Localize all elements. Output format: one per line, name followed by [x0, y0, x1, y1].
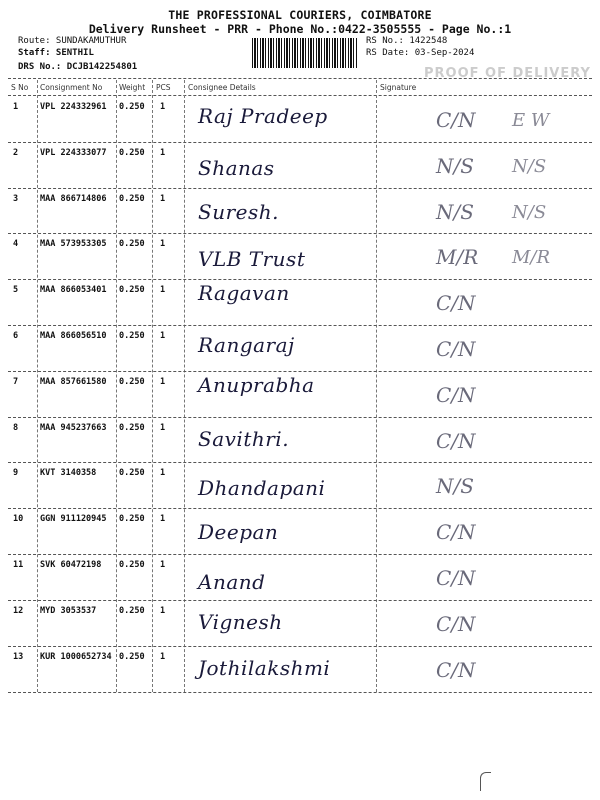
- row-consignment-no: MAA 857661580: [40, 377, 107, 387]
- row-pcs: 1: [160, 194, 166, 204]
- row-weight: 0.250: [119, 239, 145, 249]
- row-signature-mark: N/S: [436, 154, 474, 178]
- page-title: THE PROFESSIONAL COURIERS, COIMBATORE: [168, 8, 432, 22]
- row-signature-mark: C/N: [436, 566, 476, 590]
- row-sno: 10: [13, 514, 24, 524]
- row-consignment-no: GGN 911120945: [40, 514, 107, 524]
- row-divider: [8, 371, 592, 372]
- row-signature-mark: N/S: [436, 200, 474, 224]
- row-weight: 0.250: [119, 468, 145, 478]
- row-divider: [8, 462, 592, 463]
- row-sno: 11: [13, 560, 24, 570]
- row-consignee-handwritten: Deepan: [198, 520, 279, 544]
- col-header-signature: Signature: [380, 83, 417, 92]
- row-consignee-handwritten: Anuprabha: [198, 373, 315, 397]
- row-consignee-handwritten: Shanas: [198, 156, 275, 180]
- row-pcs: 1: [160, 514, 166, 524]
- row-weight: 0.250: [119, 148, 145, 158]
- row-divider: [8, 325, 592, 326]
- row-pcs: 1: [160, 377, 166, 387]
- pen-mark: [480, 772, 491, 791]
- row-divider: [8, 142, 592, 143]
- row-signature-mark: C/N: [436, 383, 476, 407]
- staff-label: Staff: SENTHIL: [18, 48, 94, 58]
- row-pcs: 1: [160, 560, 166, 570]
- row-signature-mark-secondary: N/S: [512, 156, 547, 177]
- row-sno: 8: [13, 423, 19, 433]
- table-bottom-border: [8, 692, 592, 693]
- barcode: [252, 38, 358, 68]
- row-signature-mark-secondary: N/S: [512, 202, 547, 223]
- row-pcs: 1: [160, 468, 166, 478]
- row-sno: 9: [13, 468, 19, 478]
- col-header-consignee: Consignee Details: [188, 83, 256, 92]
- row-consignment-no: VPL 224333077: [40, 148, 107, 158]
- row-divider: [8, 554, 592, 555]
- row-weight: 0.250: [119, 606, 145, 616]
- row-sno: 12: [13, 606, 24, 616]
- row-signature-mark: C/N: [436, 658, 476, 682]
- row-divider: [8, 188, 592, 189]
- col-header-consignment: Consignment No: [40, 83, 103, 92]
- rs-date: RS Date: 03-Sep-2024: [366, 48, 475, 58]
- row-consignment-no: MAA 573953305: [40, 239, 107, 249]
- row-consignee-handwritten: Vignesh: [198, 610, 283, 634]
- row-signature-mark: C/N: [436, 520, 476, 544]
- row-consignee-handwritten: VLB Trust: [198, 247, 306, 271]
- row-sno: 7: [13, 377, 19, 387]
- rs-number: RS No.: 1422548: [366, 36, 448, 46]
- row-consignee-handwritten: Dhandapani: [198, 476, 326, 500]
- row-consignment-no: MAA 866714806: [40, 194, 107, 204]
- row-pcs: 1: [160, 606, 166, 616]
- row-signature-mark: C/N: [436, 291, 476, 315]
- row-pcs: 1: [160, 148, 166, 158]
- row-weight: 0.250: [119, 514, 145, 524]
- row-sno: 2: [13, 148, 19, 158]
- header-divider-top: [8, 78, 592, 79]
- row-pcs: 1: [160, 285, 166, 295]
- page-subtitle: Delivery Runsheet - PRR - Phone No.:0422-3505555 - Page No.:1: [88, 22, 512, 36]
- row-weight: 0.250: [119, 560, 145, 570]
- row-signature-mark: C/N: [436, 612, 476, 636]
- row-weight: 0.250: [119, 194, 145, 204]
- row-signature-mark-secondary: E W: [512, 110, 550, 131]
- row-pcs: 1: [160, 652, 166, 662]
- row-consignee-handwritten: Rangaraj: [198, 333, 295, 357]
- row-divider: [8, 233, 592, 234]
- row-signature-mark: M/R: [436, 245, 479, 269]
- row-signature-mark: N/S: [436, 474, 474, 498]
- row-weight: 0.250: [119, 652, 145, 662]
- row-consignee-handwritten: Jothilakshmi: [198, 656, 331, 680]
- row-consignment-no: MYD 3053537: [40, 606, 97, 616]
- row-sno: 1: [13, 102, 19, 112]
- row-consignment-no: MAA 866056510: [40, 331, 107, 341]
- row-consignment-no: KVT 3140358: [40, 468, 97, 478]
- row-pcs: 1: [160, 331, 166, 341]
- row-weight: 0.250: [119, 377, 145, 387]
- row-consignment-no: SVK 60472198: [40, 560, 102, 570]
- row-weight: 0.250: [119, 285, 145, 295]
- row-consignment-no: MAA 866053401: [40, 285, 107, 295]
- row-weight: 0.250: [119, 102, 145, 112]
- row-signature-mark: C/N: [436, 429, 476, 453]
- row-divider: [8, 646, 592, 647]
- drs-number: DRS No.: DCJB142254801: [18, 62, 138, 72]
- row-pcs: 1: [160, 423, 166, 433]
- row-sno: 3: [13, 194, 19, 204]
- row-sno: 4: [13, 239, 19, 249]
- row-consignee-handwritten: Anand: [198, 570, 266, 594]
- row-consignee-handwritten: Suresh.: [198, 200, 279, 224]
- row-consignee-handwritten: Ragavan: [198, 281, 290, 305]
- row-sno: 5: [13, 285, 19, 295]
- row-divider: [8, 600, 592, 601]
- row-pcs: 1: [160, 102, 166, 112]
- col-header-sno: S No: [11, 83, 29, 92]
- col-header-pcs: PCS: [156, 83, 171, 92]
- proof-of-delivery-stamp: PROOF OF DELIVERY: [424, 66, 591, 81]
- row-signature-mark: C/N: [436, 108, 476, 132]
- row-consignee-handwritten: Raj Pradeep: [198, 104, 328, 128]
- row-divider: [8, 417, 592, 418]
- row-signature-mark: C/N: [436, 337, 476, 361]
- row-divider: [8, 279, 592, 280]
- route-label: Route: SUNDAKAMUTHUR: [18, 36, 127, 46]
- row-signature-mark-secondary: M/R: [512, 247, 551, 268]
- row-divider: [8, 508, 592, 509]
- header-divider-bottom: [8, 95, 592, 96]
- row-consignment-no: KUR 1000652734: [40, 652, 112, 662]
- row-pcs: 1: [160, 239, 166, 249]
- row-weight: 0.250: [119, 423, 145, 433]
- row-consignment-no: MAA 945237663: [40, 423, 107, 433]
- row-consignment-no: VPL 224332961: [40, 102, 107, 112]
- row-sno: 13: [13, 652, 24, 662]
- col-header-weight: Weight: [119, 83, 146, 92]
- row-sno: 6: [13, 331, 19, 341]
- row-consignee-handwritten: Savithri.: [198, 427, 290, 451]
- row-weight: 0.250: [119, 331, 145, 341]
